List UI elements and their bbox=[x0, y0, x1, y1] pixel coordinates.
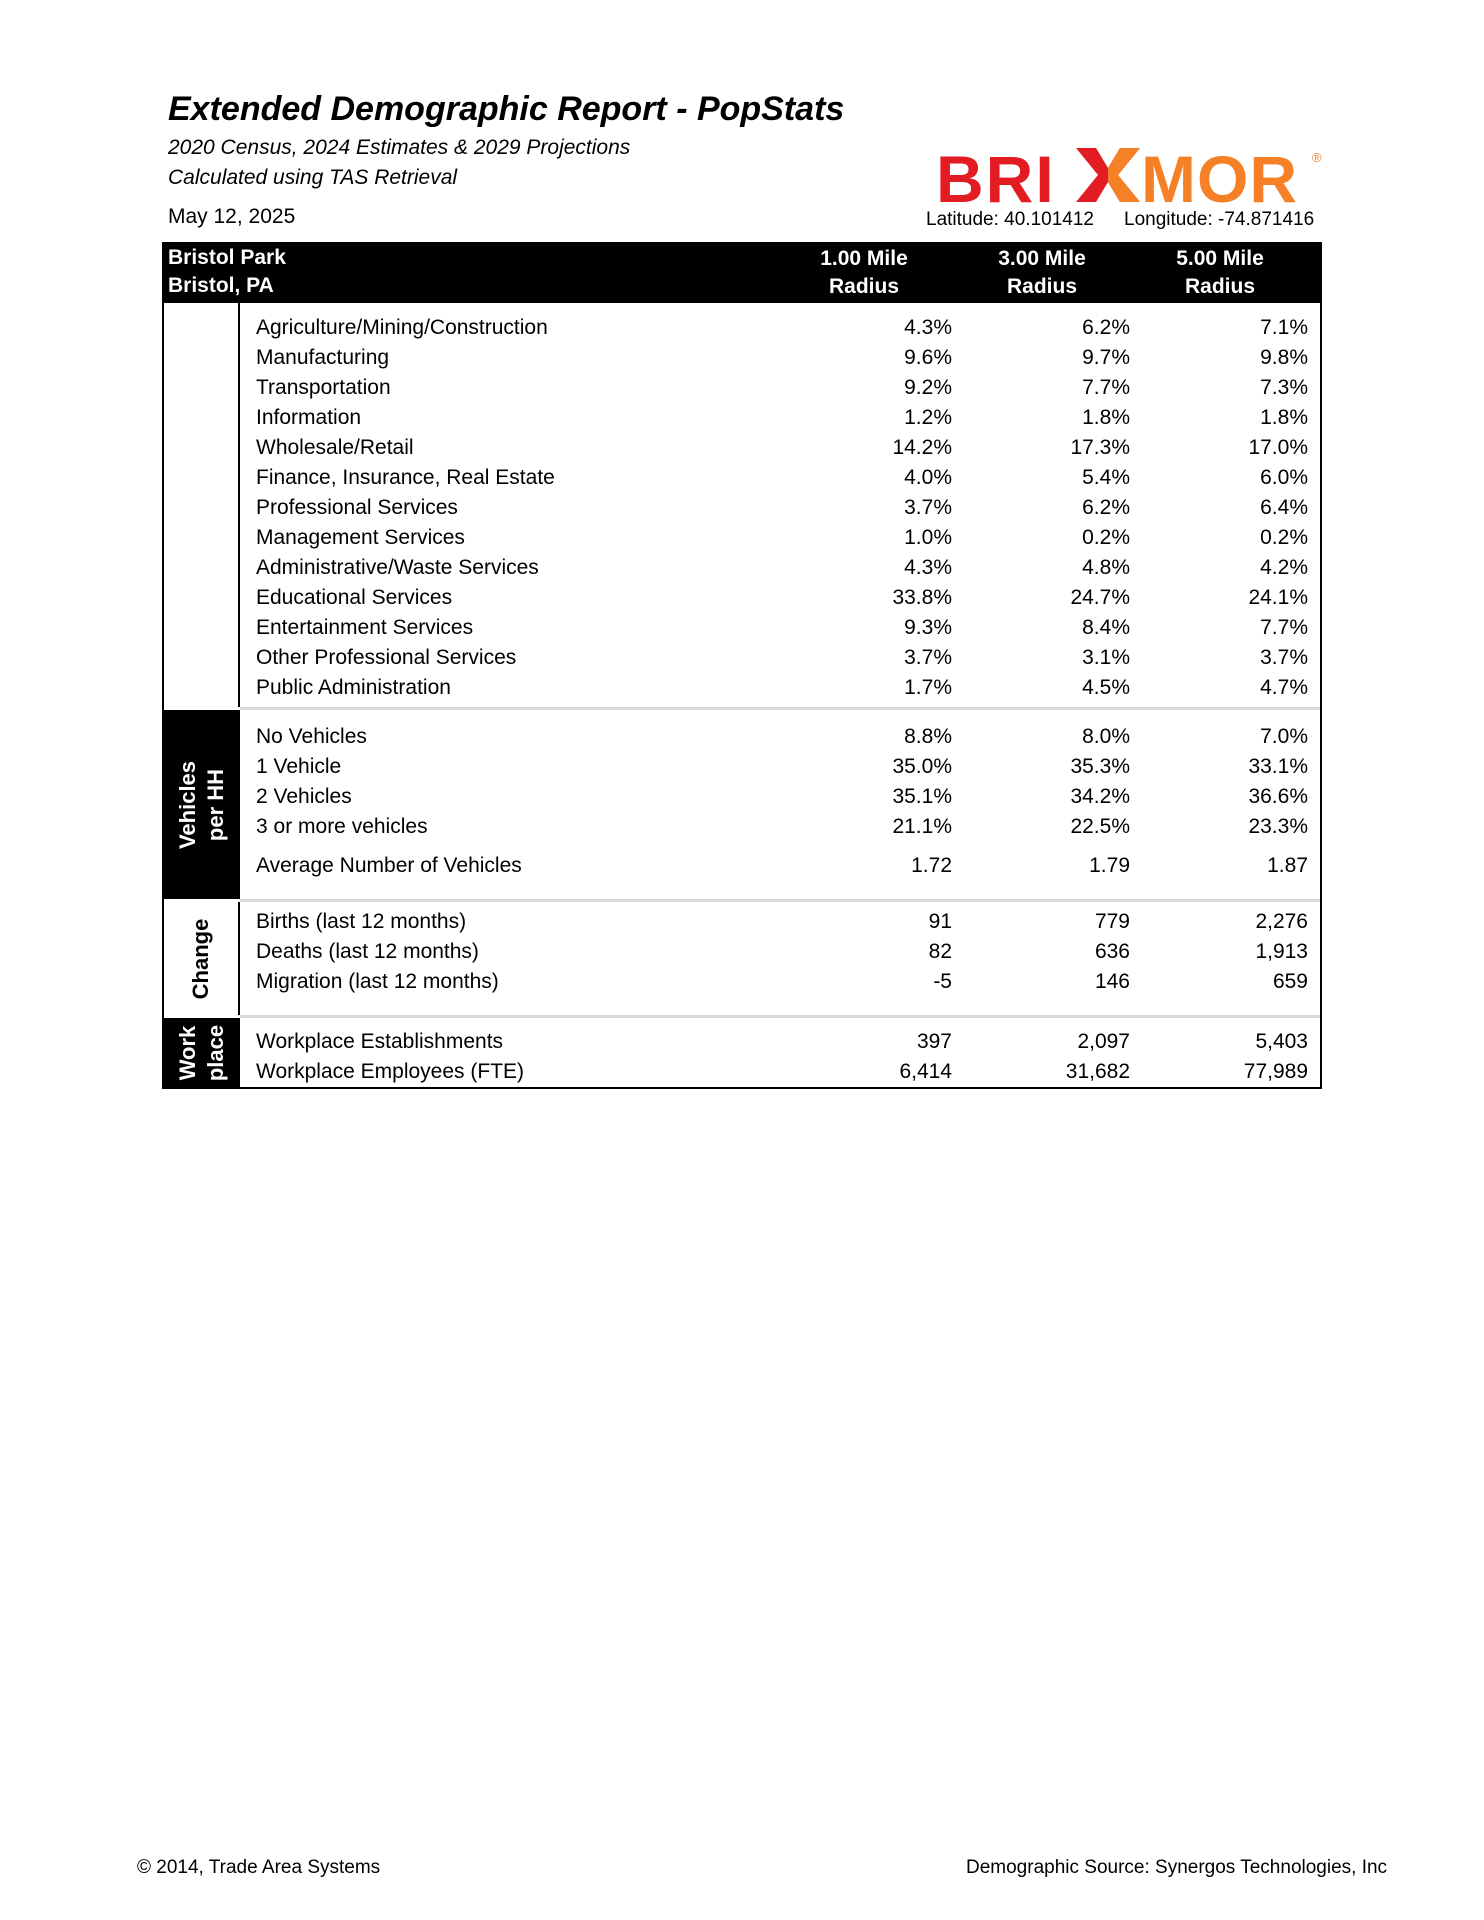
change-section-label: Change bbox=[188, 918, 213, 999]
table-row: Management Services 1.0% 0.2% 0.2% bbox=[256, 526, 1308, 549]
table-row: Births (last 12 months) 91 779 2,276 bbox=[256, 910, 1308, 933]
table-row: Administrative/Waste Services 4.3% 4.8% 4.2% bbox=[256, 556, 1308, 579]
table-row: Workplace Employees (FTE) 6,414 31,682 77,989 bbox=[256, 1060, 1308, 1083]
table-row: 1 Vehicle 35.0% 35.3% 33.1% bbox=[256, 755, 1308, 778]
table-row: Professional Services 3.7% 6.2% 6.4% bbox=[256, 496, 1308, 519]
report-date: May 12, 2025 bbox=[168, 205, 296, 228]
table-row: Agriculture/Mining/Construction 4.3% 6.2% 7.1% bbox=[256, 316, 1308, 339]
table-row: Wholesale/Retail 14.2% 17.3% 17.0% bbox=[256, 436, 1308, 459]
data-table bbox=[162, 303, 1322, 1089]
latitude: Latitude: 40.101412 bbox=[926, 209, 1094, 230]
table-row: Deaths (last 12 months) 82 636 1,913 bbox=[256, 940, 1308, 963]
column-header-1-mile: 1.00 Mile Radius bbox=[820, 247, 908, 298]
footer-copyright: © 2014, Trade Area Systems bbox=[137, 1857, 381, 1878]
logo-text-mor: MOR bbox=[1141, 144, 1298, 206]
longitude: Longitude: -74.871416 bbox=[1124, 209, 1315, 230]
table-row: Other Professional Services 3.7% 3.1% 3.7% bbox=[256, 646, 1308, 669]
report-subtitle: 2020 Census, 2024 Estimates & 2029 Projections bbox=[168, 136, 631, 159]
logo-x-mark bbox=[1076, 148, 1140, 202]
report-subtitle-method: Calculated using TAS Retrieval bbox=[168, 166, 458, 189]
column-header-5-mile: 5.00 Mile Radius bbox=[1176, 247, 1264, 298]
section-divider bbox=[240, 707, 1320, 710]
logo-text-bri: BRI bbox=[936, 144, 1056, 206]
table-row: Educational Services 33.8% 24.7% 24.1% bbox=[256, 586, 1308, 609]
table-row: Manufacturing 9.6% 9.7% 9.8% bbox=[256, 346, 1308, 369]
report-title: Extended Demographic Report - PopStats bbox=[168, 90, 845, 128]
brixmor-logo bbox=[936, 144, 1326, 206]
table-row: Average Number of Vehicles 1.72 1.79 1.87 bbox=[256, 854, 1308, 877]
table-row: Entertainment Services 9.3% 8.4% 7.7% bbox=[256, 616, 1308, 639]
table-row: 2 Vehicles 35.1% 34.2% 36.6% bbox=[256, 785, 1308, 808]
section-divider bbox=[240, 899, 1320, 902]
table-row: No Vehicles 8.8% 8.0% 7.0% bbox=[256, 725, 1308, 748]
vehicles-section-label: Vehicles per HH bbox=[175, 760, 228, 849]
table-row: Transportation 9.2% 7.7% 7.3% bbox=[256, 376, 1308, 399]
section-divider bbox=[240, 1015, 1320, 1018]
location-name: Bristol Park bbox=[168, 246, 286, 269]
table-row: 3 or more vehicles 21.1% 22.5% 23.3% bbox=[256, 815, 1308, 838]
table-row: Public Administration 1.7% 4.5% 4.7% bbox=[256, 676, 1308, 699]
location-city: Bristol, PA bbox=[168, 274, 274, 297]
column-header-3-mile: 3.00 Mile Radius bbox=[998, 247, 1086, 298]
table-row: Workplace Establishments 397 2,097 5,403 bbox=[256, 1030, 1308, 1053]
table-row: Finance, Insurance, Real Estate 4.0% 5.4% 6.0% bbox=[256, 466, 1308, 489]
table-row: Information 1.2% 1.8% 1.8% bbox=[256, 406, 1308, 429]
logo-registered-mark: ® bbox=[1312, 150, 1322, 165]
workplace-section-label: Work place bbox=[175, 1024, 228, 1081]
table-header bbox=[162, 242, 1322, 303]
table-row: Migration (last 12 months) -5 146 659 bbox=[256, 970, 1308, 993]
footer-source: Demographic Source: Synergos Technologies, Inc bbox=[966, 1857, 1388, 1878]
